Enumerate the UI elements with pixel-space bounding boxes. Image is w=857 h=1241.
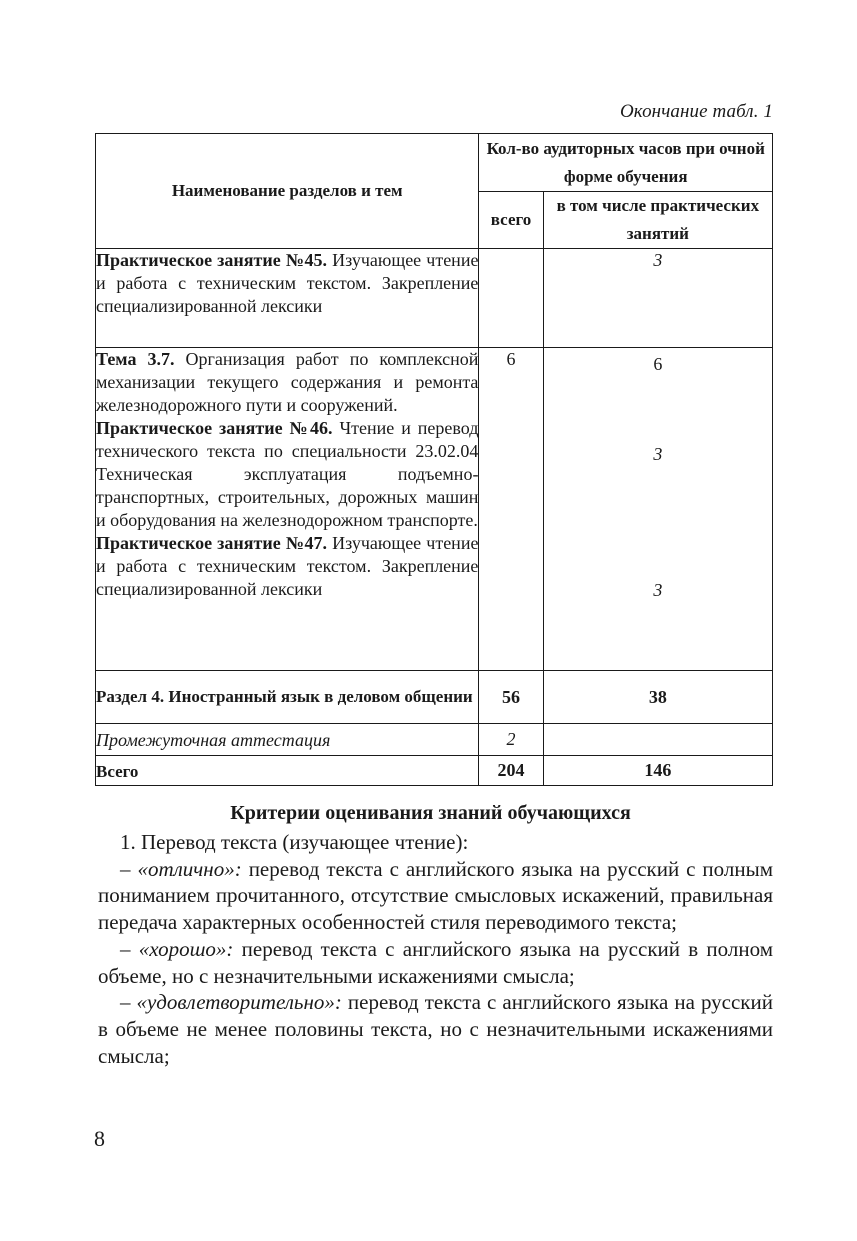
grand-practical: 146 <box>543 756 772 786</box>
section-practical: 38 <box>543 671 772 724</box>
table-row-attestation <box>96 724 773 756</box>
entry-text: Чтение и перевод технического текста по специальности 23.02.04 Техническая эксплуатация подъемно-транспортных, строительных, дорожных машин и оборудования на железнодорожном транспорте. <box>96 418 479 530</box>
criteria-item: 1. Перевод текста (изучающее чтение): <box>120 830 469 854</box>
table-caption: Окончание табл. 1 <box>619 101 773 122</box>
attestation-name: Промежуточная аттестация <box>96 724 479 756</box>
grade-label: «отлично»: <box>137 856 242 881</box>
practical-value: 6 <box>653 354 663 374</box>
row-total: 6 <box>479 348 543 671</box>
header-practical-col: в том числе практических занятий <box>543 192 772 249</box>
criteria-heading-text: Критерии оценивания знаний обучающихся <box>230 802 631 824</box>
table-row-section <box>96 671 773 724</box>
entry-title: Практическое занятие №45. <box>96 250 328 270</box>
attestation-total: 2 <box>479 724 543 756</box>
table-row-total <box>96 756 773 786</box>
total-name: Всего <box>96 756 479 786</box>
grade-label: «хорошо»: <box>138 936 234 961</box>
row-name <box>96 249 479 348</box>
row-name <box>96 348 479 671</box>
criteria-body <box>98 829 773 1069</box>
practical-value: 3 <box>653 580 663 600</box>
entry-title: Практическое занятие №47. <box>96 533 328 553</box>
table-row <box>96 249 773 348</box>
entry-title: Тема 3.7. <box>96 349 175 369</box>
section-name: Раздел 4. Иностранный язык в деловом общении <box>96 671 479 724</box>
dash: – <box>120 990 137 1015</box>
row-practical: 3 <box>543 249 772 348</box>
attestation-practical <box>543 724 772 756</box>
grade-text: перевод текста с английского языка на русский в полном объеме, но с незначительными искажениями смысла; <box>98 936 773 988</box>
entry-text: Изучающее чтение и работа с техническим текстом. Закрепление специализированной лексики <box>96 250 479 316</box>
header-name-col: Наименование разделов и тем <box>96 134 479 249</box>
grand-total: 204 <box>479 756 543 786</box>
table-row <box>96 348 773 671</box>
grade-text: перевод текста с английского языка на русский в объеме не менее половины текста, но с незначительными искажениями смысла; <box>98 990 773 1068</box>
practical-value: 3 <box>653 444 663 464</box>
row-practical <box>543 348 772 671</box>
grade-text: перевод текста с английского языка на русский с полным пониманием прочитанного, отсутствие смысловых искажений, правильная передача характерных особенностей стиля переводимого текста; <box>98 856 774 935</box>
row-total <box>479 249 543 348</box>
dash: – <box>120 936 139 961</box>
header-hours-group: Кол-во аудиторных часов при очной форме обучения <box>479 134 773 192</box>
criteria-grade-good <box>98 936 773 989</box>
criteria-grade-excellent <box>98 856 773 936</box>
hours-table <box>95 133 773 786</box>
dash: – <box>120 856 138 881</box>
header-total-col: всего <box>479 192 543 249</box>
criteria-heading <box>0 802 857 825</box>
grade-label: «удовлетворительно»: <box>136 990 342 1015</box>
entry-text: Изучающее чтение и работа с техническим текстом. Закрепление специализированной лексики <box>96 533 479 599</box>
section-total: 56 <box>479 671 543 724</box>
entry-text: Организация работ по комплексной механизации текущего содержания и ремонта железнодорожного пути и сооружений. <box>96 349 479 415</box>
table-header-row <box>96 134 773 192</box>
page-number: 8 <box>94 1126 105 1151</box>
entry-title: Практическое занятие №46. <box>96 418 333 438</box>
criteria-grade-satisfactory <box>98 989 773 1069</box>
